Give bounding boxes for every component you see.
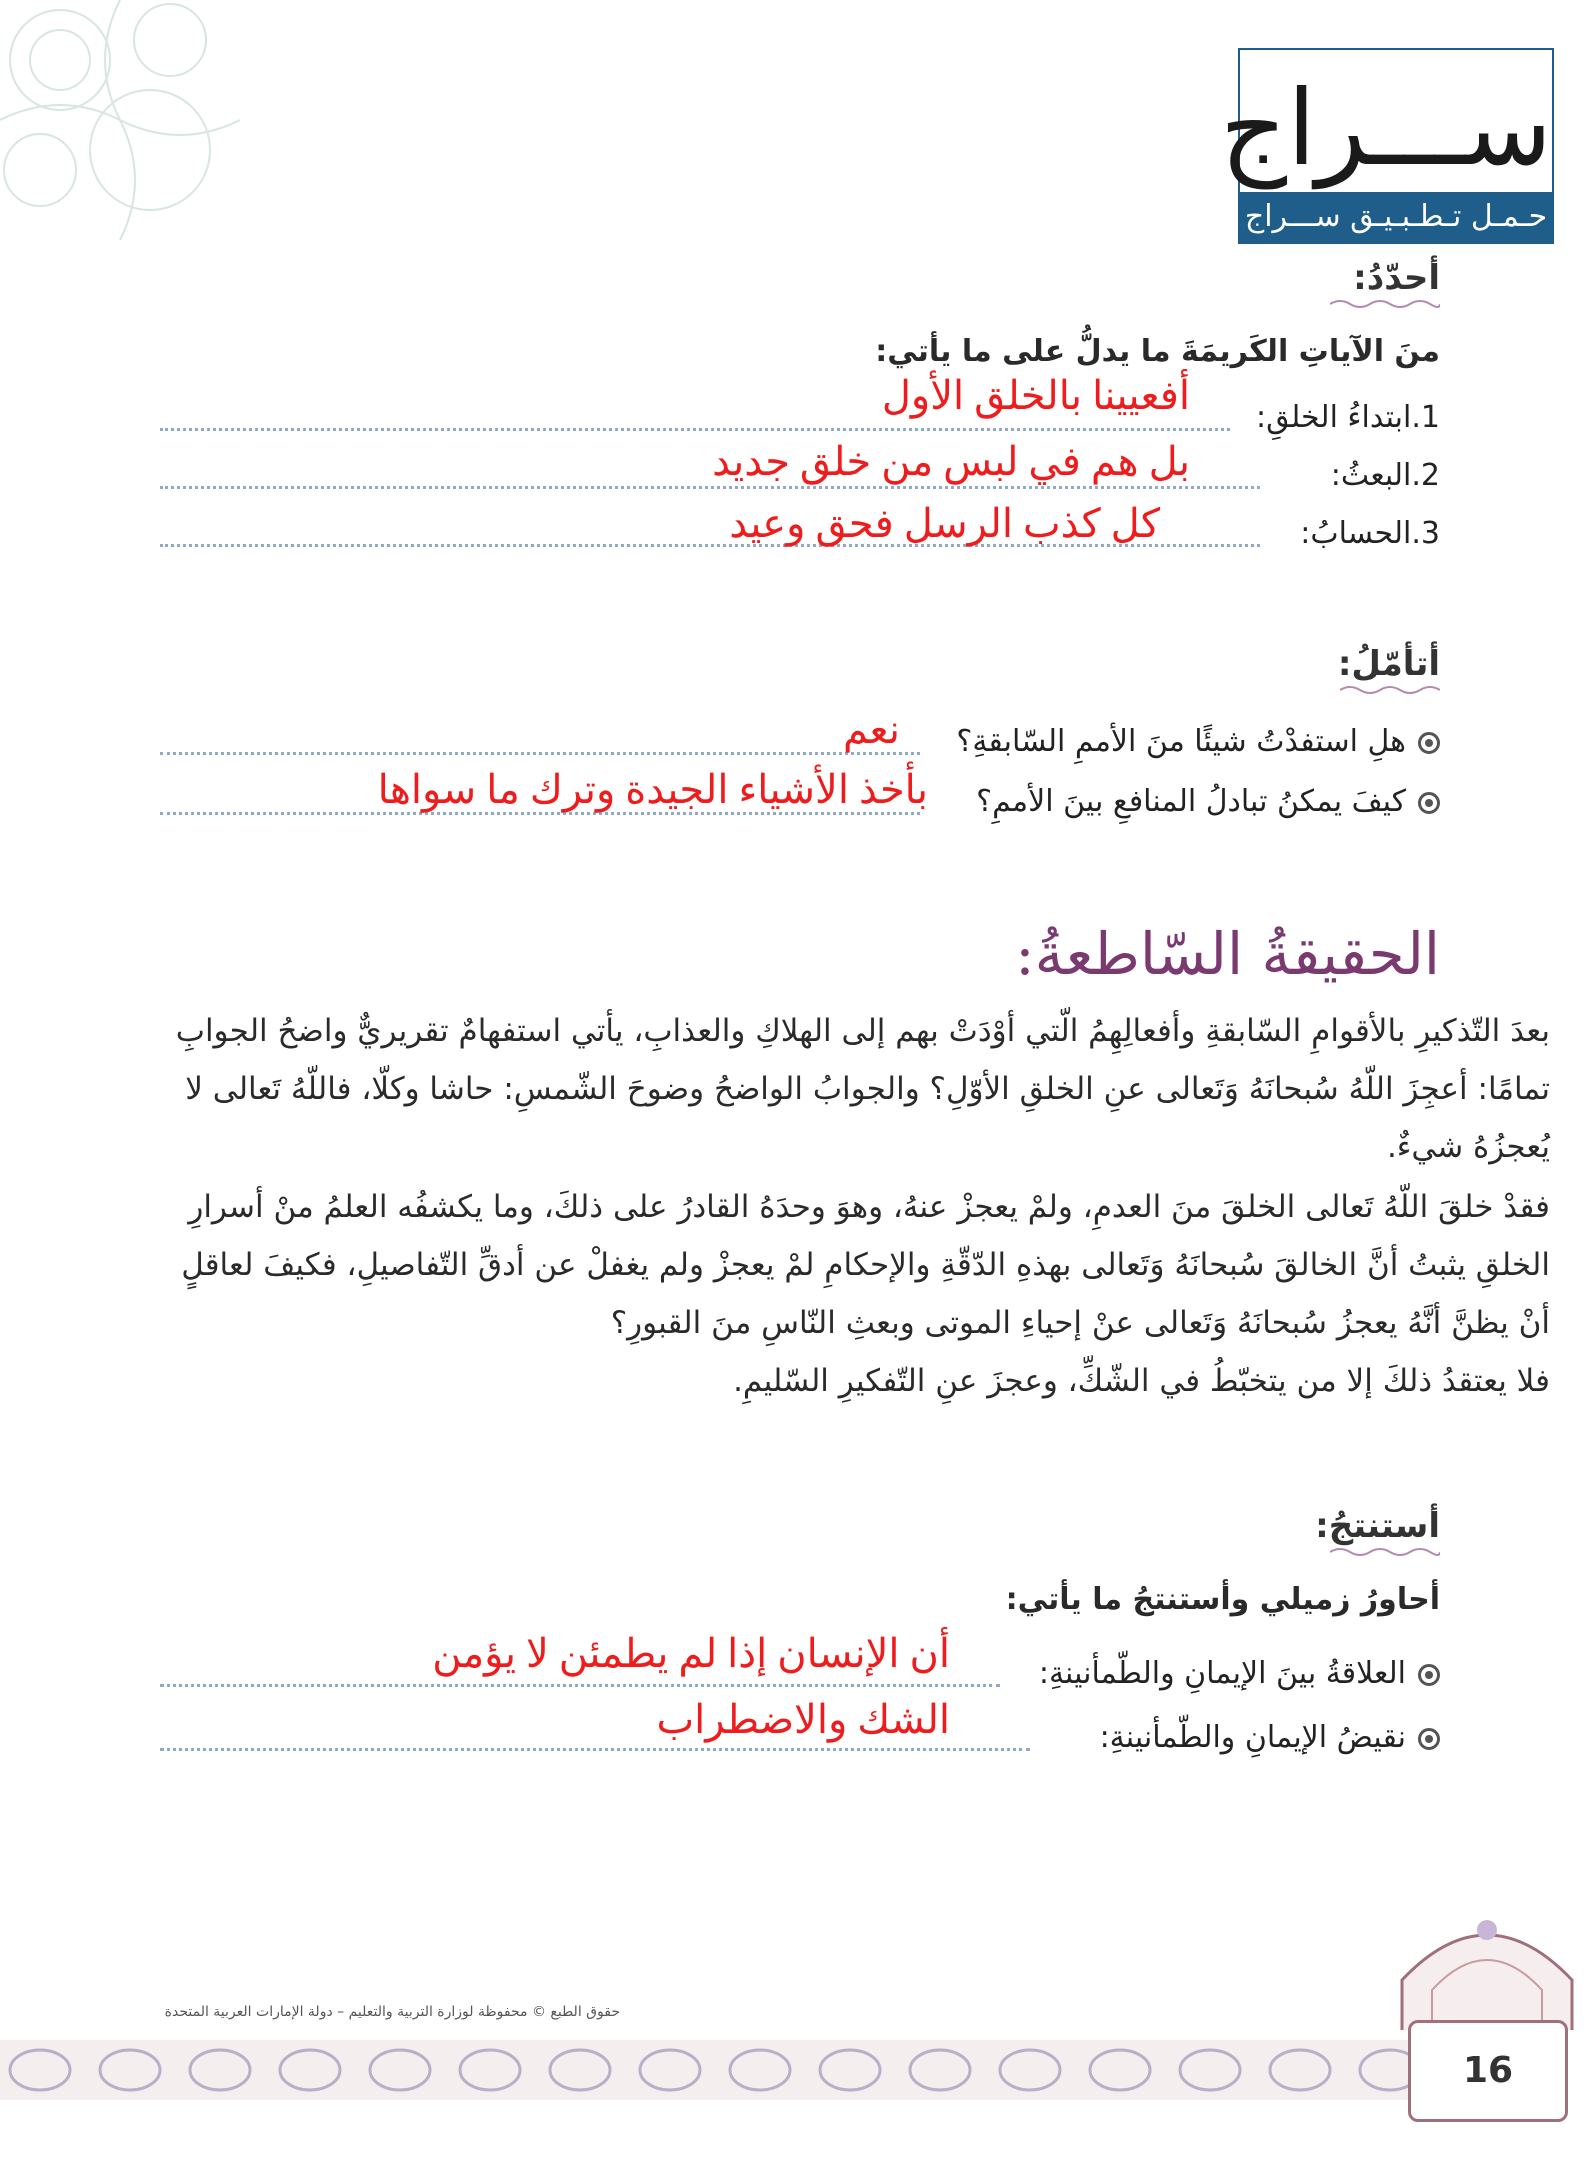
answer-line <box>160 1748 1030 1751</box>
ornament-corner-decoration <box>0 0 300 300</box>
item-label-reckoning: 3.الحسابُ: <box>1300 516 1440 551</box>
bullet-icon <box>1418 1664 1440 1686</box>
conclude-item-2: نقيضُ الإيمانِ والطّمأنينةِ: <box>1000 1720 1440 1755</box>
section-heading-shining-truth: الحقيقةُ السّاطعةُ: <box>1015 920 1440 988</box>
brand-subtitle: حـمـل تـطـبـيـق ســـراج <box>1240 192 1552 242</box>
paragraph-2: فقدْ خلقَ اللّهُ تَعالى الخلقَ منَ العدمِ، ولمْ يعجزْ عنهُ، وهوَ وحدَهُ القادرُ على ذلكَ، وما يكشفُه العلمُ منْ أسرارِ الخلقِ يثبتُ أنَّ الخالقَ سُبحانَهُ وَتَعالى بهذهِ الدّقّةِ والإحكامِ لمْ يعجزْ ولم يغفلْ عن أدقِّ التّفاصيلِ، فكيفَ لعاقلٍ أنْ يظنَّ أنَّهُ يعجزُ سُبحانَهُ وَتَعالى عنْ إحياءِ الموتى وبعثِ النّاسِ منَ القبورِ؟ <box>181 1189 1550 1341</box>
answer-line <box>160 428 1230 431</box>
copyright-notice: حقوق الطبع © محفوظة لوزارة التربية والتعليم – دولة الإمارات العربية المتحدة <box>164 2004 620 2020</box>
handwritten-answer[interactable]: نعم <box>842 707 900 752</box>
section4-intro: أحاورُ زميلي وأستنتجُ ما يأتي: <box>1005 1582 1440 1617</box>
answer-line <box>160 486 1260 489</box>
page-ornament-arch <box>1392 1900 1582 2030</box>
footer-ornament-strip <box>0 2040 1420 2100</box>
paragraph-3: فلا يعتقدُ ذلكَ إلا من يتخبّطُ في الشّكِّ، وعجزَ عنِ التّفكيرِ السّليمِ. <box>733 1363 1550 1399</box>
reflect-question-1: هلِ استفدْتُ شيئًا منَ الأممِ السّابقةِ؟ <box>900 724 1440 759</box>
handwritten-answer[interactable]: أن الإنسان إذا لم يطمئن لا يؤمن <box>432 1631 950 1676</box>
item-label-resurrection: 2.البعثُ: <box>1330 458 1440 493</box>
page-number: 16 <box>1408 2020 1568 2122</box>
bullet-icon <box>1418 792 1440 814</box>
heading-underline-decoration <box>1330 1546 1440 1558</box>
handwritten-answer[interactable]: بل هم في لبس من خلق جديد <box>712 439 1190 484</box>
conclude-item-1: العلاقةُ بينَ الإيمانِ والطّمأنينةِ: <box>1000 1656 1440 1691</box>
brand-title: ســـراج <box>1220 67 1552 189</box>
siraj-app-logo[interactable] <box>1220 48 1554 244</box>
item-label-creation: 1.ابتداءُ الخلقِ: <box>1256 400 1440 435</box>
section1-intro: منَ الآياتِ الكَريمَةَ ما يدلُّ على ما يأتي: <box>875 334 1440 369</box>
section-heading-reflect: أتأمّلُ: <box>1337 644 1440 684</box>
paragraph-1: بعدَ التّذكيرِ بالأقوامِ السّابقةِ وأفعالِهِمُ الّتي أوْدَتْ بهم إلى الهلاكِ والعذابِ، يأتي استفهامٌ تقريريٌّ واضحُ الجوابِ تمامًا: أعجِزَ اللّهُ سُبحانَهُ وَتَعالى عنِ الخلقِ الأوّلِ؟ والجوابُ الواضحُ وضوحَ الشّمسِ: حاشا وكلّا، فاللّهُ تَعالى لا يُعجزُهُ شيءٌ. <box>175 1013 1550 1165</box>
heading-underline-decoration <box>1330 298 1440 310</box>
handwritten-answer[interactable]: الشك والاضطراب <box>656 1697 950 1742</box>
handwritten-answer[interactable]: أفعيينا بالخلق الأول <box>881 373 1190 418</box>
bullet-icon <box>1418 732 1440 754</box>
section-heading-identify: أحدّدُ: <box>1353 258 1440 298</box>
section-heading-conclude: أستنتجُ: <box>1315 1506 1440 1546</box>
handwritten-answer[interactable]: كل كذب الرسل فحق وعيد <box>729 501 1160 546</box>
reflect-question-2: كيفَ يمكنُ تبادلُ المنافعِ بينَ الأممِ؟ <box>900 784 1440 819</box>
bullet-icon <box>1418 1728 1440 1750</box>
answer-line <box>160 1684 1000 1687</box>
handwritten-answer[interactable]: بأخذ الأشياء الجيدة وترك ما سواها <box>377 767 928 812</box>
heading-underline-decoration <box>1340 684 1440 696</box>
